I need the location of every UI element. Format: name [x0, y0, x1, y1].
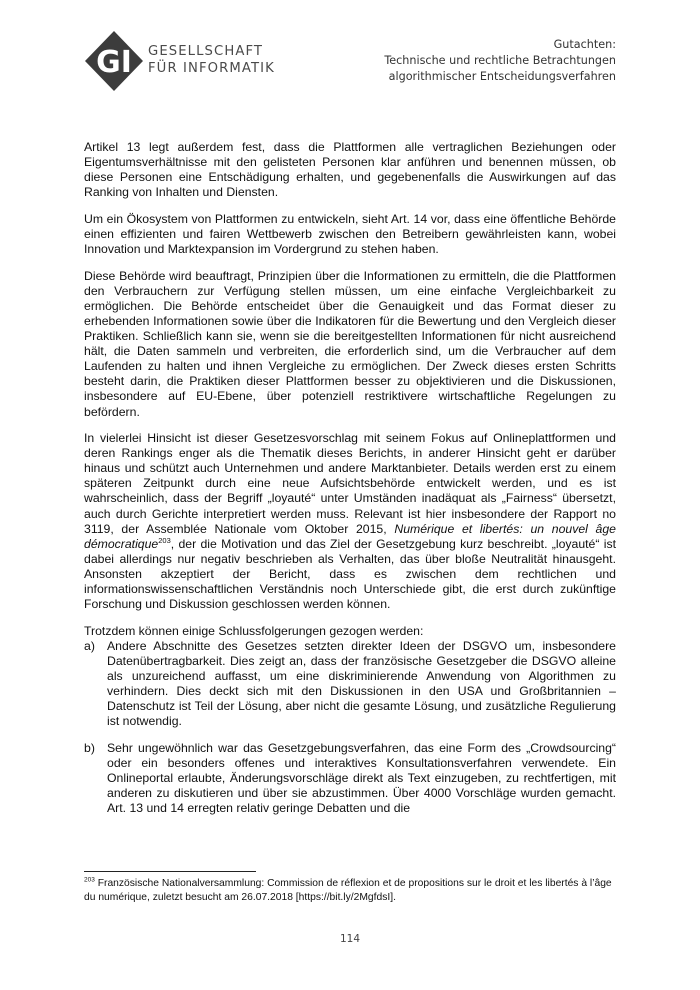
footnote-text: Französische Nationalversammlung: Commission de réflexion et de propositions sur le droit et les libertés à l’âge du numérique, zuletzt besucht am 26.07.2018 [https://bit.ly/2MgfdsI]. — [84, 878, 612, 903]
list-text-a: Andere Abschnitte des Gesetzes setzten direkter Ideen der DSGVO um, insbesondere Datenübertragbarkeit. Dies zeigt an, dass der französische Gesetzgeber die DSGVO alleine als unzureichend auffasst, um eine diskriminierende Anwendung von Algorithmen zu verhindern. Dies deckt sich mit den Diskussionen in den USA und Großbritannien – Datenschutz ist Teil der Lösung, aber nicht die gesamte Lösung, und zusätzliche Regulierung ist notwendig. — [107, 638, 616, 729]
paragraph-assessment — [84, 431, 616, 612]
org-name-line1: GESELLSCHAFT — [148, 44, 264, 59]
document-title-line3: algorithmischer Entscheidungsverfahren — [388, 70, 616, 83]
org-name — [148, 43, 275, 77]
page-body — [84, 140, 616, 828]
report-title: Numérique et libertés: un nouvel âge démocratique — [84, 521, 616, 551]
paragraph-authority: Diese Behörde wird beauftragt, Prinzipien über die Informationen zu ermitteln, die die Plattformen den Verbrauchern zur Verfügung stellen müssen, um eine einfache Vergleichbarkeit zu ermöglichen. Die Behörde entscheidet über die Genauigkeit und das Format dieser zu erhebenden Informationen sowie über die Indikatoren für die Bewertung und den Vergleich dieser Praktiken. Schließlich kann sie, wenn sie die bereitgestellten Informationen für nicht ausreichend hält, die Daten sammeln und verbreiten, die erforderlich sind, um die Verbraucher auf dem Laufenden zu halten und ihnen Vergleiche zu ermöglichen. Der Zweck dieses ersten Schritts besteht darin, die Praktiken dieser Plattformen besser zu objektivieren und die Diskussionen, insbesondere auf EU-Ebene, über potenziell restriktivere wirtschaftliche Regelungen zu befördern. — [84, 268, 616, 419]
footnote-203 — [84, 877, 616, 905]
list-marker-a: a) — [84, 638, 95, 653]
paragraph-article-14: Um ein Ökosystem von Plattformen zu entwickeln, sieht Art. 14 vor, dass eine öffentliche Behörde einen effizienten und fairen Wettbewerb zwischen den Betreibern gewährleisten kann, wobei Innovation und Marktexpansion im Vordergrund zu stehen haben. — [84, 211, 616, 257]
document-title-line2: Technische und rechtliche Betrachtungen — [384, 54, 616, 67]
document-title-line1: Gutachten: — [553, 38, 616, 51]
footnote-ref: 203 — [158, 535, 171, 545]
list-item-a — [84, 639, 616, 730]
paragraph-assessment-part1: In vielerlei Hinsicht ist dieser Gesetzesvorschlag mit seinem Fokus auf Onlineplattformen und deren Rankings enger als die Thematik dieses Berichts, in anderer Hinsicht geht er darüber hinaus und schützt auch Unternehmen und andere Marktanbieter. Details werden erst zu einem späteren Zeitpunkt durch eine neue Aufsichtsbehörde entwickelt werden, und es ist wahrscheinlich, dass der Begriff „loyauté“ unter Umständen inadäquat als „Fairness“ übersetzt, auch durch Gerichte interpretiert werden muss. Relevant ist hier insbesondere der Rapport no 3119, der Assemblée Nationale vom Oktober 2015, — [84, 431, 616, 536]
conclusions-intro: Trotzdem können einige Schlussfolgerungen gezogen werden: — [84, 623, 424, 638]
list-marker-b: b) — [84, 740, 95, 755]
gi-logo — [84, 30, 274, 92]
org-name-line2: FÜR INFORMATIK — [148, 61, 275, 76]
paragraph-assessment-part2: , der die Motivation und das Ziel der Gesetzgebung kurz beschreibt. „loyauté“ ist dabei allerdings nur negativ beschrieben als Verhalten, das über bloße Neutralität hinausgeht. Ansonsten akzeptiert der Bericht, dass es zwischen dem rechtlichen und informationswissenschaftlichen Verständnis noch Unterschiede gibt, die erst durch zukünftige Forschung und Diskussion geschlossen werden können. — [84, 536, 616, 612]
list-item-b — [84, 741, 616, 816]
svg-text:GI: GI — [96, 45, 132, 80]
page-number: 114 — [339, 933, 361, 945]
document-title — [356, 37, 616, 85]
paragraph-article-13: Artikel 13 legt außerdem fest, dass die Plattformen alle vertraglichen Beziehungen oder Eigentumsverhältnisse mit den gelisteten Personen klar anführen und benennen müssen, ob diese Personen eine Entschädigung erhalten, und gegebenenfalls die Auswirkungen auf das Ranking von Inhalten und Diensten. — [84, 140, 616, 200]
footnote-number: 203 — [84, 876, 95, 884]
footnote-divider — [84, 871, 256, 872]
gi-logo-mark — [84, 30, 144, 92]
list-text-b: Sehr ungewöhnlich war das Gesetzgebungsverfahren, das eine Form des „Crowdsourcing“ oder ein besonders offenes und interaktives Konsultationsverfahren verwendete. Ein Onlineportal erlaubte, Änderungsvorschläge direkt als Text einzugeben, zu rechtfertigen, mit anderen zu diskutieren und über sie abzustimmen. Über 4000 Vorschläge wurden gemacht. Art. 13 und 14 erregten relativ geringe Debatten und die — [107, 740, 616, 816]
